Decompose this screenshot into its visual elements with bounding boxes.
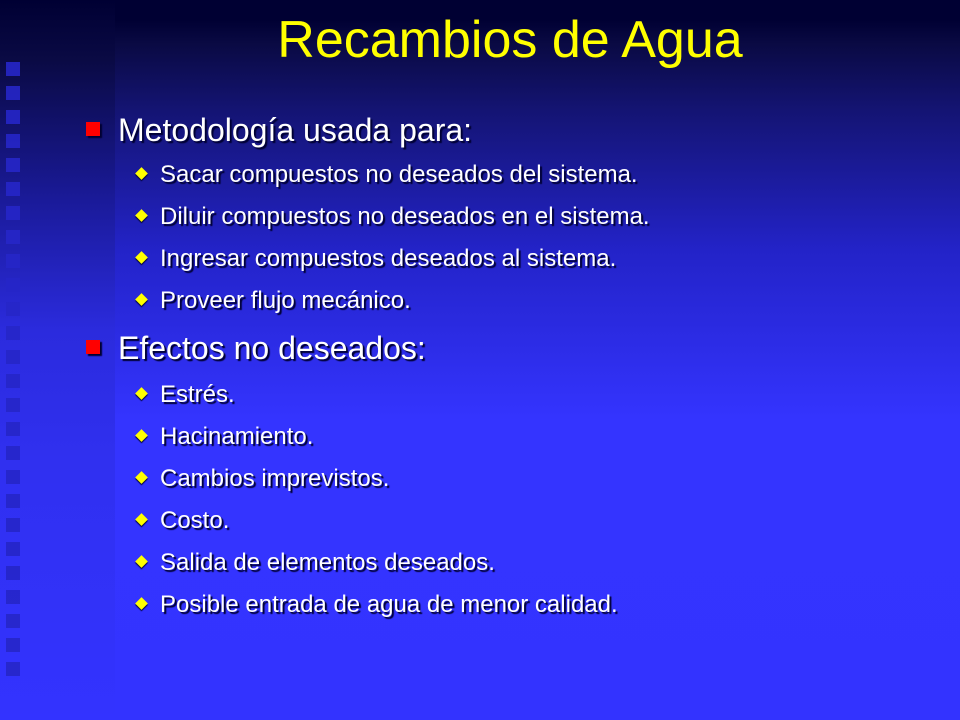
yellow-diamond-bullet-icon [135, 293, 148, 306]
list-item-text: Costo. [160, 507, 230, 534]
list-item [135, 590, 618, 620]
yellow-diamond-bullet-icon [135, 597, 148, 610]
list-item-text: Estrés. [160, 381, 235, 408]
yellow-diamond-bullet-icon [135, 209, 148, 222]
section-heading-metodologia [86, 111, 472, 149]
red-square-bullet-icon [86, 122, 100, 136]
list-item [135, 286, 411, 316]
yellow-diamond-bullet-icon [135, 387, 148, 400]
list-item [135, 464, 389, 494]
list-item-text: Cambios imprevistos. [160, 465, 390, 492]
section-heading-text: Metodología usada para: [118, 112, 473, 148]
section-heading-efectos [86, 329, 426, 367]
yellow-diamond-bullet-icon [135, 513, 148, 526]
yellow-diamond-bullet-icon [135, 555, 148, 568]
yellow-diamond-bullet-icon [135, 471, 148, 484]
list-item-text: Salida de elementos deseados. [160, 549, 495, 576]
section-heading-text: Efectos no deseados: [118, 330, 426, 366]
yellow-diamond-bullet-icon [135, 251, 148, 264]
list-item [135, 244, 616, 274]
list-item-text: Diluir compuestos no deseados en el sistema. [160, 203, 650, 230]
list-item [135, 160, 638, 190]
red-square-bullet-icon [86, 340, 100, 354]
list-item [135, 422, 313, 452]
list-item-text: Ingresar compuestos deseados al sistema. [160, 245, 617, 272]
list-item-text: Hacinamiento. [160, 423, 314, 450]
list-item [135, 506, 229, 536]
list-item [135, 380, 235, 410]
list-item-text: Posible entrada de agua de menor calidad. [160, 591, 618, 618]
yellow-diamond-bullet-icon [135, 429, 148, 442]
list-item [135, 548, 495, 578]
list-item [135, 202, 650, 232]
slide-title: Recambios de Agua [277, 11, 743, 69]
list-item-text: Proveer flujo mecánico. [160, 287, 411, 314]
yellow-diamond-bullet-icon [135, 167, 148, 180]
list-item-text: Sacar compuestos no deseados del sistema. [160, 161, 638, 188]
